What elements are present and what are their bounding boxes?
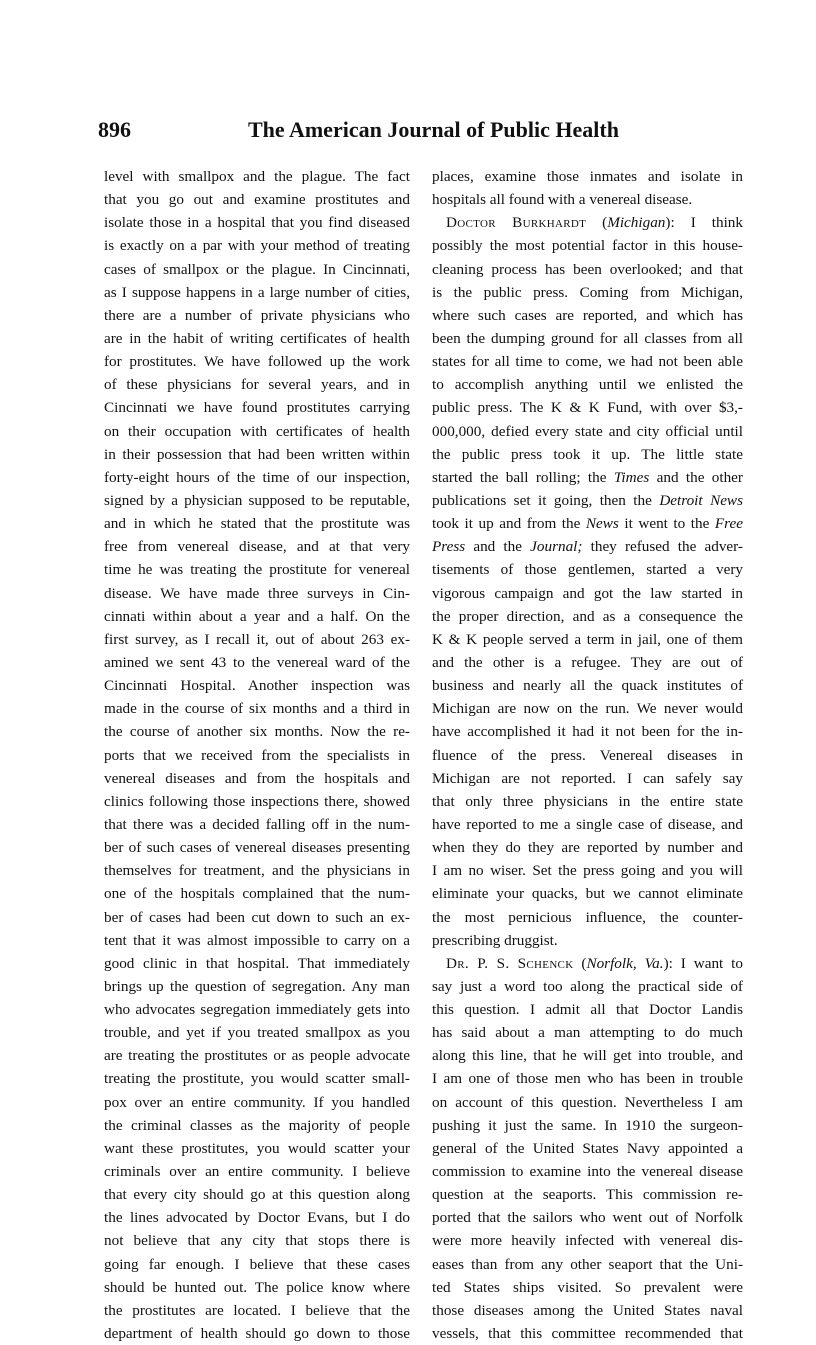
text-line: made in the course of six months and a third in [104,700,410,718]
text-line: clinics following those inspections there, showed [104,792,410,810]
text-line: going far enough. I believe that these cases [104,1255,410,1273]
text-line: Michigan are not reported. I can safely say [432,769,743,787]
text-line: the proper direction, and as a consequence the [432,607,743,625]
text-line: the criminal classes as the majority of people [104,1116,410,1134]
text-line: states for all time to come, we had not been able [432,353,743,371]
text-line: question at the seaports. This commission re- [432,1186,743,1204]
text-line: criminals over an entire community. I believe [104,1163,410,1181]
text-line: took it up and from the News it went to the Free [432,515,743,533]
text-line: venereal diseases and from the hospitals and [104,769,410,787]
text-line: vigorous campaign and got the law started in [432,584,743,602]
text-line: along this line, that he will get into trouble, and [432,1047,743,1065]
text-line: cleaning process has been overlooked; and that [432,260,743,278]
text-line: brings up the question of segregation. Any man [104,977,410,995]
right-column [432,165,743,1345]
text-line: that only three physicians in the entire state [432,792,743,810]
text-line: Michigan are now on the run. We never would [432,700,743,718]
text-line: that you go out and examine prostitutes and [104,191,410,209]
text-line: are treating the prostitutes or as people advocate [104,1047,410,1065]
text-line: forty-eight hours of the time of our inspection, [104,468,410,486]
text-line: the most pernicious influence, the counter- [432,908,743,926]
text-line: ted States ships visited. So prevalent were [432,1278,743,1296]
speaker-line: Doctor Burkhardt (Michigan): I think [446,214,743,232]
text-line: amined we sent 43 to the venereal ward of the [104,653,410,671]
text-line: ports that we received from the specialists in [104,746,410,764]
text-line: should be hunted out. The police know where [104,1278,410,1296]
text-line: to accomplish anything until we enlisted the [432,376,743,394]
text-line: those diseases among the United States naval [432,1301,743,1319]
text-line: department of health should go down to those [104,1325,410,1343]
text-line: pox over an entire community. If you handled [104,1093,410,1111]
text-line: not believe that any city that stops there is [104,1232,410,1250]
text-line: free from venereal disease, and at that very [104,538,410,556]
text-line: in their possession that had been written within [104,445,410,463]
text-line: commission to examine into the venereal disease [432,1163,743,1181]
text-line: are in the habit of writing certificates of health [104,329,410,347]
text-line: on account of this question. Nevertheless I am [432,1093,743,1111]
text-line: pushing it just the same. In 1910 the surgeon- [432,1116,743,1134]
text-line: publications set it going, then the Detroit News [432,491,743,509]
text-line: tent that it was almost impossible to carry on a [104,931,410,949]
text-line: there are a number of private physicians who [104,306,410,324]
text-line: has said about a man attempting to do much [432,1024,743,1042]
text-line: that there was a decided falling off in the num- [104,815,410,833]
text-line: this question. I admit all that Doctor Landis [432,1001,743,1019]
text-line: and in which he stated that the prostitute was [104,515,410,533]
text-line: Cincinnati we have found prostitutes carrying [104,399,410,417]
text-line: general of the United States Navy appointed a [432,1139,743,1157]
text-line: isolate those in a hospital that you find diseased [104,214,410,232]
text-line: possibly the most potential factor in this house- [432,237,743,255]
text-line: is the public press. Coming from Michigan, [432,283,743,301]
text-line: eases than from any other seaport that the Uni- [432,1255,743,1273]
text-line: signed by a physician supposed to be reputable, [104,491,410,509]
text-line: disease. We have made three surveys in Cin- [104,584,410,602]
text-line: when they do they are reported by number and [432,839,743,857]
text-line: have reported to me a single case of disease, and [432,815,743,833]
text-line: say just a word too along the practical side of [432,977,743,995]
text-line: first survey, as I recall it, out of about 263 ex- [104,630,410,648]
text-line: for prostitutes. We have followed up the work [104,353,410,371]
text-line: places, examine those inmates and isolate in [432,168,743,185]
text-line: the public press took it up. The little state [432,445,743,463]
text-line: prescribing druggist. [432,931,558,949]
text-line: been the dumping ground for all classes from all [432,329,743,347]
text-line: good clinic in that hospital. That immediately [104,954,410,972]
text-line: is exactly on a par with your method of treating [104,237,410,255]
text-line: started the ball rolling; the Times and the other [432,468,743,486]
text-line: want these prostitutes, you would scatter your [104,1139,410,1157]
speaker-place: Norfolk, Va. [586,954,664,972]
text-line: who advocates segregation immediately gets into [104,1001,410,1019]
text-line: the lines advocated by Doctor Evans, but I do [104,1209,410,1227]
speaker-state: Michigan [607,214,666,232]
text-line: and the other is a refugee. They are out of [432,653,743,671]
text-line: time he was treating the prostitute for venereal [104,561,410,579]
text-line: on their occupation with certificates of health [104,422,410,440]
text-line: themselves for treatment, and the physicians in [104,862,410,880]
text-line: vessels, that this committee recommended that [432,1325,743,1343]
left-column [104,165,410,1345]
text-line: hospitals all found with a venereal disease. [432,191,693,209]
speaker-name: Dr. P. S. Schenck [446,954,574,972]
text-line: fluence of the press. Venereal diseases in [432,746,743,764]
speaker-line: Dr. P. S. Schenck (Norfolk, Va.): I want to [446,954,743,972]
text-line: Press and the Journal; they refused the adver- [432,538,743,556]
text-line: ber of such cases of venereal diseases presenting [104,839,410,857]
speaker-name: Doctor Burkhardt [446,214,587,232]
text-line: eliminate your quacks, but we cannot eliminate [432,885,743,903]
text-line: trouble, and yet if you treated smallpox as you [104,1024,410,1042]
text-line: ber of cases had been cut down to such an ex- [104,908,410,926]
text-line: 000,000, defied every state and city official until [432,422,743,440]
text-line: business and nearly all the quack institutes of [432,677,743,695]
text-line: the prostitutes are located. I believe that the [104,1301,410,1319]
text-line: have accomplished it had it not been for the in- [432,723,743,741]
text-line: ported that the sailors who went out of Norfolk [432,1209,743,1227]
text-line: K & K people served a term in jail, one of them [432,630,743,648]
page-header [98,117,743,153]
text-line: tisements of those gentlemen, started a very [432,561,743,579]
text-line: I am one of those men who has been in trouble [432,1070,743,1088]
text-line: cases of smallpox or the plague. In Cincinnati, [104,260,410,278]
text-line: of these physicians for several years, and in [104,376,410,394]
page-number: 896 [98,117,131,142]
text-line: that every city should go at this question along [104,1186,410,1204]
text-line: were more heavily infected with venereal dis- [432,1232,743,1250]
text-line: I am no wiser. Set the press going and you will [432,862,743,880]
text-line: public press. The K & K Fund, with over $3,- [432,399,743,417]
text-line: Cincinnati Hospital. Another inspection was [104,677,410,695]
text-line: cinnati within about a year and a half. On the [104,607,410,625]
journal-title: The American Journal of Public Health [248,117,619,142]
text-line: level with smallpox and the plague. The fact [104,168,410,185]
text-line: where such cases are reported, and which has [432,306,743,324]
text-line: treating the prostitute, you would scatter small- [104,1070,410,1088]
text-line: as I suppose happens in a large number of cities, [104,283,410,301]
text-line: the course of another six months. Now the re- [104,723,410,741]
text-line: one of the hospitals complained that the num- [104,885,410,903]
